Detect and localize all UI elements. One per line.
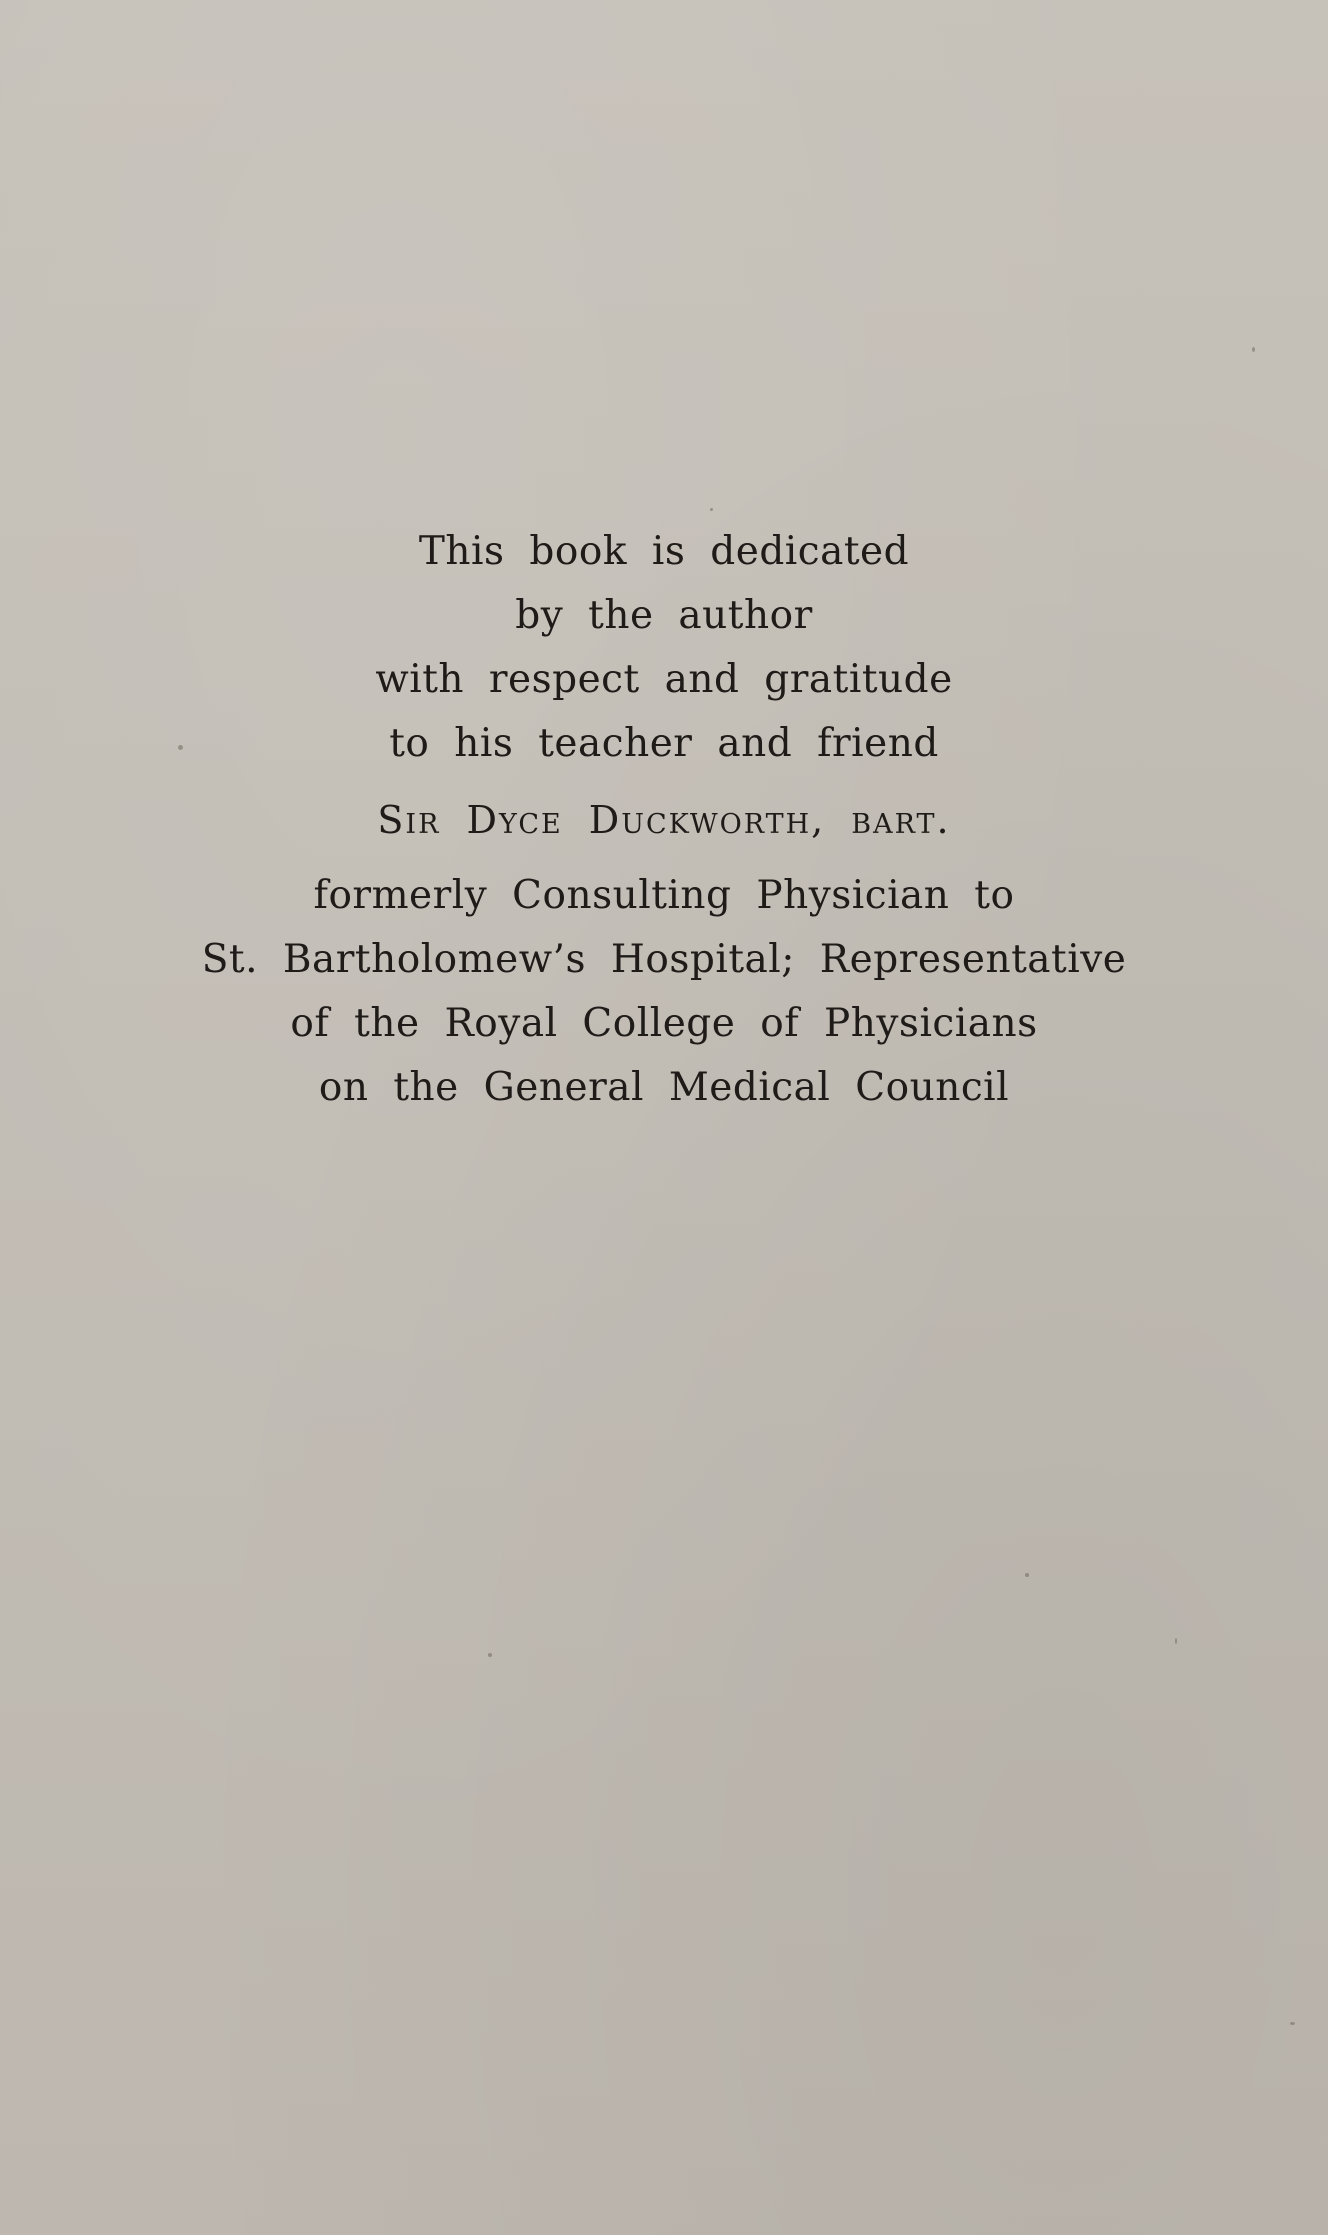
dedication-line-4: to his teacher and friend xyxy=(389,721,939,766)
dedication-line-8: of the Royal College of Physicians xyxy=(290,1001,1038,1046)
paper-speck xyxy=(710,508,713,511)
dedication-line-9: on the General Medical Council xyxy=(318,1065,1010,1110)
paper-speck xyxy=(1252,347,1255,352)
dedication-line-7: St. Bartholomew’s Hospital; Representative xyxy=(201,937,1127,982)
dedication-line-2: by the author xyxy=(515,593,813,638)
dedication-line-1: This book is dedicated xyxy=(418,529,910,574)
paper-speck xyxy=(1025,1573,1029,1577)
dedication-line-6: formerly Consulting Physician to xyxy=(313,873,1015,918)
paper-speck xyxy=(1290,2022,1295,2025)
dedicatee-name: Sir Dyce Duckworth, bart. xyxy=(377,798,951,842)
paper-speck xyxy=(488,1653,492,1657)
paper-speck xyxy=(1175,1638,1177,1644)
dedication-text xyxy=(0,520,1328,1120)
dedication-line-3: with respect and gratitude xyxy=(375,657,953,702)
